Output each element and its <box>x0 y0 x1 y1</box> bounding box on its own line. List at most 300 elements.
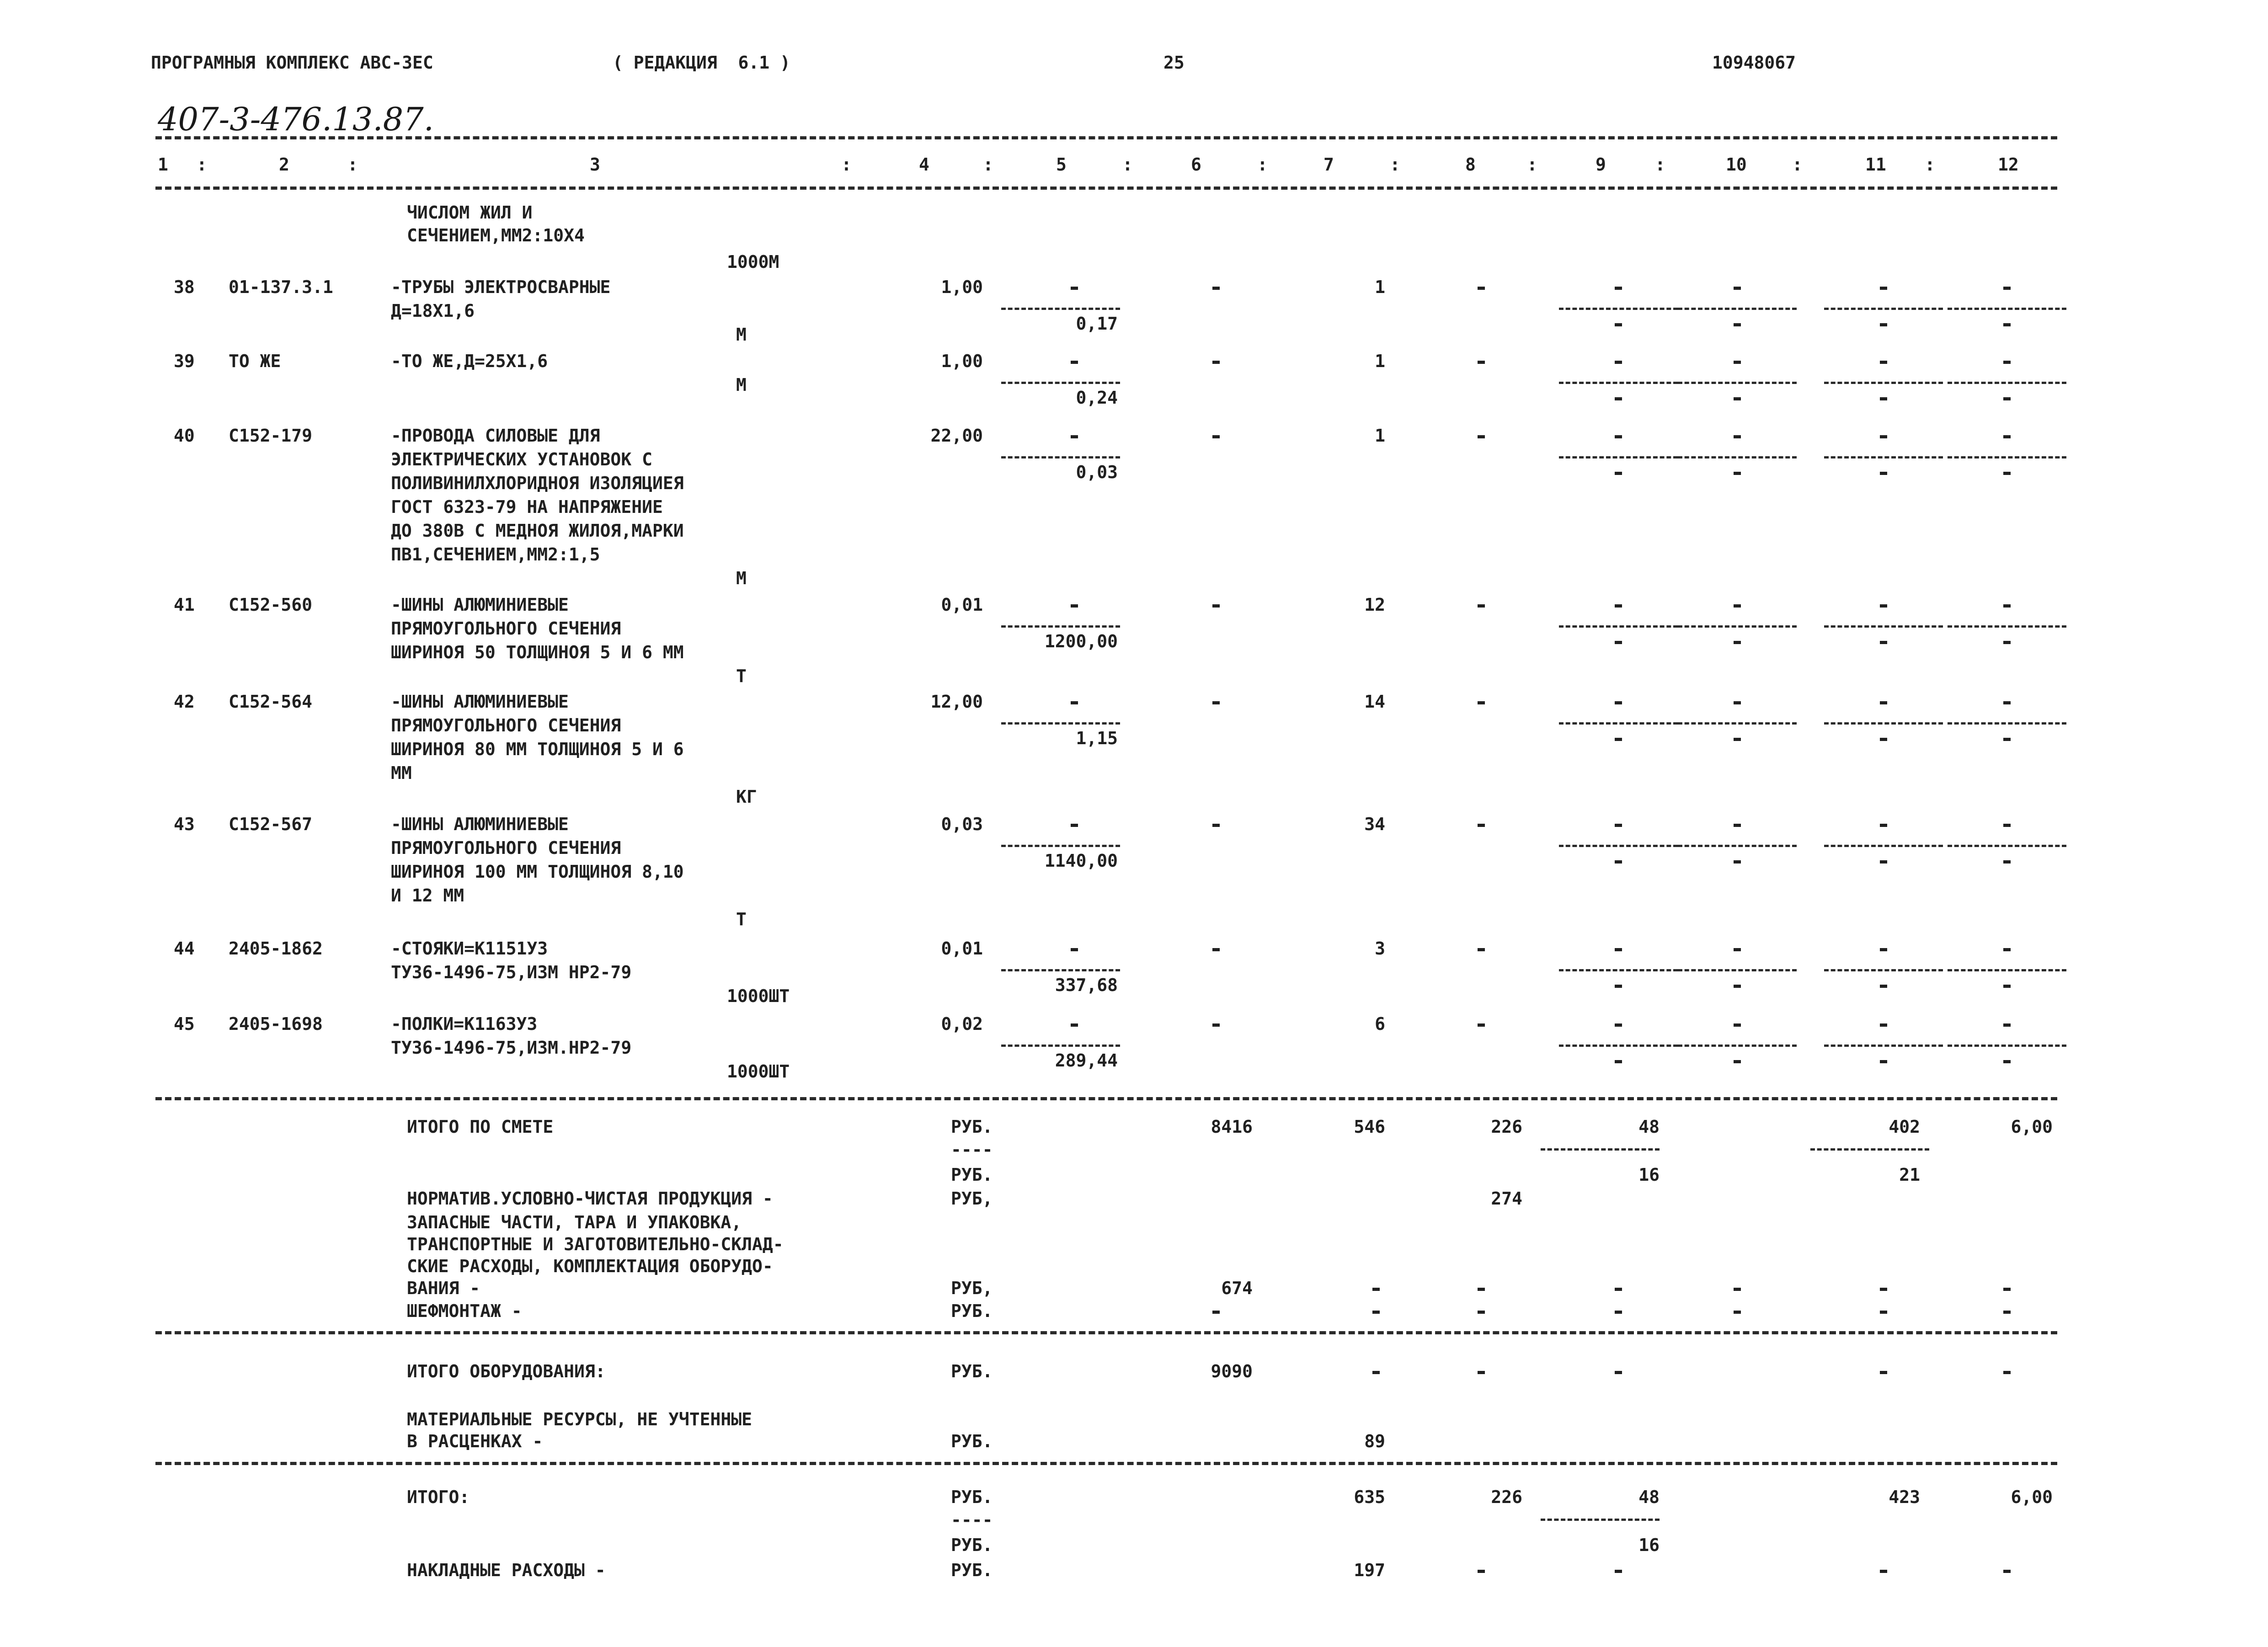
item-quantity: 0,01 <box>941 938 983 959</box>
item-c10-divider <box>1678 845 1797 847</box>
nakl-c11 <box>1880 1570 1887 1573</box>
top-rule <box>155 136 2057 139</box>
item-c10 <box>1734 287 1741 290</box>
item-description-line: -ШИНЫ АЛЮМИНИЕВЫЕ <box>391 595 569 615</box>
item-col5-bottom: 1140,00 <box>1044 851 1118 871</box>
zap-c12 <box>2003 1288 2011 1291</box>
shef-c6 <box>1212 1311 1220 1314</box>
item-c9-divider <box>1559 625 1678 628</box>
item-c10 <box>1734 701 1741 704</box>
item-c9-lower <box>1615 1060 1622 1063</box>
total-smeta-col7: 546 <box>1354 1117 1385 1137</box>
item-description-line: ПРЯМОУГОЛЬНОГО СЕЧЕНИЯ <box>391 838 621 858</box>
item-col5-top <box>1071 435 1078 438</box>
column-separator: : <box>841 155 852 175</box>
item-description-line: ПРЯМОУГОЛЬНОГО СЕЧЕНИЯ <box>391 715 621 736</box>
item-col6 <box>1212 824 1220 827</box>
item-col6 <box>1212 287 1220 290</box>
item-col5-divider <box>1001 845 1120 847</box>
items-end-rule <box>155 1097 2057 1100</box>
item-c11-lower <box>1880 641 1887 644</box>
zap-line: ВАНИЯ - <box>407 1278 480 1298</box>
item-c9-divider <box>1559 1045 1678 1047</box>
item-description-line: ШИРИНОЯ 80 ММ ТОЛЩИНОЯ 5 И 6 <box>391 739 684 759</box>
totals-rule <box>155 1331 2057 1334</box>
item-col8 <box>1478 604 1485 608</box>
obor-c7 <box>1372 1371 1380 1374</box>
rub-label: РУБ. <box>951 1560 993 1580</box>
item-description-line: ТУ36-1496-75,ИЗМ.НР2-79 <box>391 1038 632 1058</box>
item-unit: 1000ШТ <box>727 986 790 1006</box>
item-description-line: -СТОЯКИ=К1151У3 <box>391 938 548 959</box>
item-c12 <box>2003 824 2011 827</box>
shef-c12 <box>2003 1311 2011 1314</box>
program-title: ПРОГРАМНЫЯ КОМПЛЕКС АВС-3ЕС <box>151 53 433 73</box>
item-col5-bottom: 337,68 <box>1055 975 1118 995</box>
item-col8 <box>1478 824 1485 827</box>
item-col6 <box>1212 1023 1220 1027</box>
item-c9-lower <box>1615 985 1622 988</box>
nakl-label: НАКЛАДНЫЕ РАСХОДЫ - <box>407 1560 606 1580</box>
item-c11-lower <box>1880 472 1887 475</box>
item-c12-divider <box>1948 456 2066 458</box>
item-c11 <box>1880 604 1887 608</box>
item-number: 39 <box>174 351 195 371</box>
item-col5-top <box>1071 287 1078 290</box>
zap-c7 <box>1372 1288 1380 1291</box>
item-c10-divider <box>1678 382 1797 384</box>
itogo-col7: 635 <box>1354 1487 1385 1507</box>
item-description-line: ЭЛЕКТРИЧЕСКИХ УСТАНОВОК С <box>391 449 652 469</box>
total-smeta-col12: 6,00 <box>2011 1117 2053 1137</box>
item-code: 01-137.3.1 <box>229 277 333 297</box>
column-header-1: 1 <box>158 155 168 175</box>
rub-dashes: ---- <box>951 1510 993 1530</box>
itogo-rule <box>155 1462 2057 1465</box>
item-description-line: ПОЛИВИНИЛХЛОРИДНОЯ ИЗОЛЯЦИЕЯ <box>391 473 684 493</box>
item-c12-divider <box>1948 1045 2066 1047</box>
item-col5-divider <box>1001 969 1120 971</box>
item-c12-divider <box>1948 308 2066 310</box>
item-col5-bottom: 1200,00 <box>1044 631 1118 651</box>
column-header-5: 5 <box>1056 155 1067 175</box>
item-c12-lower <box>2003 738 2011 741</box>
item-description-line: -ТРУБЫ ЭЛЕКТРОСВАРНЫЕ <box>391 277 611 297</box>
item-col7: 6 <box>1375 1014 1385 1034</box>
column-separator: : <box>347 155 358 175</box>
item-c9 <box>1615 287 1622 290</box>
total-smeta-col9-second: 16 <box>1638 1165 1660 1185</box>
item-col8 <box>1478 948 1485 951</box>
item-c9 <box>1615 604 1622 608</box>
item-unit: Т <box>736 909 747 929</box>
edition-label: ( РЕДАКЦИЯ 6.1 ) <box>613 53 790 73</box>
item-col7: 14 <box>1364 692 1385 712</box>
item-c12 <box>2003 1023 2011 1027</box>
column-header-7: 7 <box>1323 155 1334 175</box>
item-unit: М <box>736 568 747 588</box>
item-description-line: -ШИНЫ АЛЮМИНИЕВЫЕ <box>391 814 569 834</box>
shef-c9 <box>1615 1311 1622 1314</box>
item-col6 <box>1212 604 1220 608</box>
shef-c11 <box>1880 1311 1887 1314</box>
zap-line: ЗАПАСНЫЕ ЧАСТИ, ТАРА И УПАКОВКА, <box>407 1212 742 1232</box>
item-c12-lower <box>2003 1060 2011 1063</box>
item-c10-lower <box>1734 985 1741 988</box>
item-code: 2405-1862 <box>229 938 323 959</box>
item-number: 41 <box>174 595 195 615</box>
item-c12 <box>2003 604 2011 608</box>
shef-label: ШЕФМОНТАЖ - <box>407 1301 522 1321</box>
item-col6 <box>1212 701 1220 704</box>
item-code: С152-560 <box>229 595 313 615</box>
obor-c11 <box>1880 1371 1887 1374</box>
item-c11-lower <box>1880 1060 1887 1063</box>
total-smeta-col11: 402 <box>1889 1117 1920 1137</box>
item-col6 <box>1212 948 1220 951</box>
item-col5-top <box>1071 701 1078 704</box>
item-c10 <box>1734 435 1741 438</box>
item-c11-divider <box>1824 308 1943 310</box>
item-c12 <box>2003 948 2011 951</box>
column-header-2: 2 <box>279 155 289 175</box>
item-col8 <box>1478 701 1485 704</box>
item-c10-divider <box>1678 308 1797 310</box>
item-c11-divider <box>1824 625 1943 628</box>
item-description-line: ГОСТ 6323-79 НА НАПРЯЖЕНИЕ <box>391 497 663 517</box>
item-c11-divider <box>1824 456 1943 458</box>
obor-c6: 9090 <box>1211 1361 1253 1381</box>
item-c10 <box>1734 824 1741 827</box>
norm-col8: 274 <box>1491 1189 1522 1209</box>
item-col8 <box>1478 435 1485 438</box>
item-c10-lower <box>1734 1060 1741 1063</box>
item-code: 2405-1698 <box>229 1014 323 1034</box>
item-c10 <box>1734 948 1741 951</box>
column-separator: : <box>1527 155 1537 175</box>
handwritten-project-code: 407-3-476.13.87. <box>158 101 434 138</box>
item-c12-divider <box>1948 722 2066 725</box>
rub-label: РУБ. <box>951 1165 993 1185</box>
rub-label: РУБ. <box>951 1301 993 1321</box>
item-c10-lower <box>1734 738 1741 741</box>
total-smeta-col9-divider <box>1541 1148 1660 1151</box>
column-separator: : <box>1792 155 1803 175</box>
item-code: С152-564 <box>229 692 313 712</box>
item-quantity: 1,00 <box>941 351 983 371</box>
item-c11-lower <box>1880 397 1887 400</box>
obor-c9 <box>1615 1371 1622 1374</box>
item-c12-lower <box>2003 641 2011 644</box>
header-rule <box>155 187 2057 190</box>
item-col7: 12 <box>1364 595 1385 615</box>
item-c9-divider <box>1559 969 1678 971</box>
item-c11-divider <box>1824 1045 1943 1047</box>
rub-label: РУБ. <box>951 1535 993 1555</box>
item-description-line: ШИРИНОЯ 50 ТОЛЩИНОЯ 5 И 6 ММ <box>391 642 684 662</box>
item-description-line: ПВ1,СЕЧЕНИЕМ,ММ2:1,5 <box>391 544 600 565</box>
item-col5-top <box>1071 1023 1078 1027</box>
continuation-line: ЧИСЛОМ ЖИЛ И <box>407 203 533 223</box>
item-number: 38 <box>174 277 195 297</box>
column-header-12: 12 <box>1998 155 2019 175</box>
item-col5-divider <box>1001 625 1120 628</box>
nakl-col7: 197 <box>1354 1560 1385 1580</box>
page-number: 25 <box>1163 53 1185 73</box>
item-c11 <box>1880 287 1887 290</box>
column-header-10: 10 <box>1726 155 1747 175</box>
total-smeta-col9: 48 <box>1638 1117 1660 1137</box>
column-header-9: 9 <box>1596 155 1606 175</box>
item-col5-top <box>1071 948 1078 951</box>
item-c11 <box>1880 701 1887 704</box>
rub-label: РУБ, <box>951 1278 993 1298</box>
column-separator: : <box>1655 155 1665 175</box>
item-description-line: ММ <box>391 763 412 783</box>
itogo-col12: 6,00 <box>2011 1487 2053 1507</box>
item-unit: КГ <box>736 787 757 807</box>
column-header-8: 8 <box>1465 155 1476 175</box>
item-description-line: ДО 380В С МЕДНОЯ ЖИЛОЯ,МАРКИ <box>391 521 684 541</box>
item-c10 <box>1734 604 1741 608</box>
item-description-line: ШИРИНОЯ 100 ММ ТОЛЩИНОЯ 8,10 <box>391 862 684 882</box>
item-col8 <box>1478 361 1485 364</box>
item-c11-divider <box>1824 845 1943 847</box>
itogo-col11: 423 <box>1889 1487 1920 1507</box>
item-col5-divider <box>1001 722 1120 725</box>
item-description-line: И 12 ММ <box>391 885 464 906</box>
item-c11-lower <box>1880 985 1887 988</box>
itogo-col8: 226 <box>1491 1487 1522 1507</box>
rub-label: РУБ. <box>951 1117 993 1137</box>
rub-label: РУБ. <box>951 1361 993 1381</box>
item-c12 <box>2003 435 2011 438</box>
item-c10-divider <box>1678 625 1797 628</box>
item-c10-lower <box>1734 397 1741 400</box>
item-c9-lower <box>1615 738 1622 741</box>
item-col5-top <box>1071 824 1078 827</box>
item-c9-divider <box>1559 308 1678 310</box>
item-description-line: -ТО ЖЕ,Д=25Х1,6 <box>391 351 548 371</box>
item-c10 <box>1734 361 1741 364</box>
itogo-col9: 48 <box>1638 1487 1660 1507</box>
zap-c9 <box>1615 1288 1622 1291</box>
item-c11 <box>1880 435 1887 438</box>
item-col7: 3 <box>1375 938 1385 959</box>
zap-c10 <box>1734 1288 1741 1291</box>
item-c9-lower <box>1615 472 1622 475</box>
item-number: 40 <box>174 426 195 446</box>
nakl-c8 <box>1478 1570 1485 1573</box>
obor-c12 <box>2003 1371 2011 1374</box>
item-c9 <box>1615 1023 1622 1027</box>
item-number: 45 <box>174 1014 195 1034</box>
item-col5-top <box>1071 604 1078 608</box>
item-c9-lower <box>1615 323 1622 326</box>
item-c9-divider <box>1559 382 1678 384</box>
item-c12 <box>2003 287 2011 290</box>
item-c9-divider <box>1559 456 1678 458</box>
shef-c8 <box>1478 1311 1485 1314</box>
item-unit: М <box>736 325 747 345</box>
mat-line: МАТЕРИАЛЬНЫЕ РЕСУРСЫ, НЕ УЧТЕННЫЕ <box>407 1409 752 1429</box>
item-description-line: -ПРОВОДА СИЛОВЫЕ ДЛЯ <box>391 426 600 446</box>
shef-c10 <box>1734 1311 1741 1314</box>
column-header-4: 4 <box>919 155 929 175</box>
item-c11-lower <box>1880 323 1887 326</box>
column-separator: : <box>1925 155 1935 175</box>
item-code: С152-567 <box>229 814 313 834</box>
shef-c7 <box>1372 1311 1380 1314</box>
column-header-6: 6 <box>1191 155 1201 175</box>
item-c12 <box>2003 361 2011 364</box>
continuation-line: СЕЧЕНИЕМ,ММ2:10Х4 <box>407 225 585 245</box>
item-c9-lower <box>1615 860 1622 863</box>
item-col7: 1 <box>1375 426 1385 446</box>
item-c9 <box>1615 361 1622 364</box>
total-smeta-col11-second: 21 <box>1899 1165 1920 1185</box>
total-smeta-col11-divider <box>1810 1148 1929 1151</box>
item-unit: 1000ШТ <box>727 1061 790 1082</box>
item-c11-divider <box>1824 722 1943 725</box>
item-c10-lower <box>1734 472 1741 475</box>
rub-label: РУБ, <box>951 1189 993 1209</box>
item-col5-bottom: 0,03 <box>1076 462 1118 482</box>
item-col8 <box>1478 1023 1485 1027</box>
item-c11 <box>1880 824 1887 827</box>
item-c10-divider <box>1678 969 1797 971</box>
item-c10-divider <box>1678 722 1797 725</box>
item-c12-lower <box>2003 985 2011 988</box>
itogo-col9-divider <box>1541 1519 1660 1521</box>
item-c9-divider <box>1559 845 1678 847</box>
item-c12-divider <box>1948 625 2066 628</box>
zap-c11 <box>1880 1288 1887 1291</box>
item-number: 42 <box>174 692 195 712</box>
item-c11-lower <box>1880 860 1887 863</box>
item-col5-bottom: 0,24 <box>1076 388 1118 408</box>
item-c10-lower <box>1734 323 1741 326</box>
item-col7: 34 <box>1364 814 1385 834</box>
item-col5-divider <box>1001 382 1120 384</box>
item-c10-divider <box>1678 456 1797 458</box>
item-c9 <box>1615 948 1622 951</box>
total-smeta-col8: 226 <box>1491 1117 1522 1137</box>
item-description-line: Д=18Х1,6 <box>391 301 475 321</box>
item-code: ТО ЖЕ <box>229 351 281 371</box>
item-c9 <box>1615 824 1622 827</box>
item-quantity: 1,00 <box>941 277 983 297</box>
item-c12-divider <box>1948 845 2066 847</box>
item-col5-bottom: 1,15 <box>1076 728 1118 748</box>
item-c11 <box>1880 948 1887 951</box>
column-separator: : <box>983 155 993 175</box>
item-quantity: 12,00 <box>930 692 983 712</box>
item-c11 <box>1880 361 1887 364</box>
zap-c8 <box>1478 1288 1485 1291</box>
item-col6 <box>1212 361 1220 364</box>
item-description-line: -ШИНЫ АЛЮМИНИЕВЫЕ <box>391 692 569 712</box>
item-number: 43 <box>174 814 195 834</box>
item-description-line: ТУ36-1496-75,ИЗМ НР2-79 <box>391 962 632 982</box>
nakl-c12 <box>2003 1570 2011 1573</box>
item-description-line: -ПОЛКИ=К1163У3 <box>391 1014 538 1034</box>
item-c10-lower <box>1734 641 1741 644</box>
item-col5-bottom: 0,17 <box>1076 314 1118 334</box>
item-c10 <box>1734 1023 1741 1027</box>
item-c11 <box>1880 1023 1887 1027</box>
item-quantity: 0,02 <box>941 1014 983 1034</box>
item-col5-top <box>1071 361 1078 364</box>
item-col6 <box>1212 435 1220 438</box>
item-c12 <box>2003 701 2011 704</box>
mat-col7: 89 <box>1364 1431 1385 1451</box>
zap-c6: 674 <box>1221 1278 1253 1298</box>
item-quantity: 0,03 <box>941 814 983 834</box>
item-c9-lower <box>1615 397 1622 400</box>
item-c10-lower <box>1734 860 1741 863</box>
itogo-label: ИТОГО: <box>407 1487 470 1507</box>
item-description-line: ПРЯМОУГОЛЬНОГО СЕЧЕНИЯ <box>391 618 621 639</box>
total-smeta-col6: 8416 <box>1211 1117 1253 1137</box>
rub-label: РУБ. <box>951 1487 993 1507</box>
item-c11-lower <box>1880 738 1887 741</box>
item-col5-bottom: 289,44 <box>1055 1050 1118 1071</box>
item-c12-lower <box>2003 323 2011 326</box>
item-number: 44 <box>174 938 195 959</box>
item-c12-divider <box>1948 382 2066 384</box>
item-c11-divider <box>1824 382 1943 384</box>
item-code: С152-179 <box>229 426 313 446</box>
item-c12-lower <box>2003 397 2011 400</box>
item-col5-divider <box>1001 308 1120 310</box>
item-col8 <box>1478 287 1485 290</box>
item-unit: М <box>736 375 747 395</box>
item-c9 <box>1615 701 1622 704</box>
item-unit: Т <box>736 666 747 686</box>
column-separator: : <box>1122 155 1133 175</box>
nakl-c9 <box>1615 1570 1622 1573</box>
itogo-col9-second: 16 <box>1638 1535 1660 1555</box>
item-quantity: 0,01 <box>941 595 983 615</box>
item-col7: 1 <box>1375 277 1385 297</box>
item-c12-lower <box>2003 472 2011 475</box>
norm-label: НОРМАТИВ.УСЛОВНО-ЧИСТАЯ ПРОДУКЦИЯ - <box>407 1189 773 1209</box>
column-separator: : <box>1257 155 1268 175</box>
zap-line: СКИЕ РАСХОДЫ, КОМПЛЕКТАЦИЯ ОБОРУДО- <box>407 1256 773 1276</box>
item-col5-divider <box>1001 1045 1120 1047</box>
zap-line: ТРАНСПОРТНЫЕ И ЗАГОТОВИТЕЛЬНО-СКЛАД- <box>407 1234 784 1254</box>
obor-c8 <box>1478 1371 1485 1374</box>
item-c9-divider <box>1559 722 1678 725</box>
item-c11-divider <box>1824 969 1943 971</box>
unit-label: 1000М <box>727 252 779 272</box>
item-quantity: 22,00 <box>930 426 983 446</box>
item-c9 <box>1615 435 1622 438</box>
column-header-11: 11 <box>1865 155 1886 175</box>
item-col5-divider <box>1001 456 1120 458</box>
item-c12-lower <box>2003 860 2011 863</box>
column-separator: : <box>197 155 207 175</box>
document-number: 10948067 <box>1712 53 1796 73</box>
item-c9-lower <box>1615 641 1622 644</box>
item-c10-divider <box>1678 1045 1797 1047</box>
item-col7: 1 <box>1375 351 1385 371</box>
rub-label: РУБ. <box>951 1431 993 1451</box>
total-smeta-label: ИТОГО ПО СМЕТЕ <box>407 1117 554 1137</box>
column-header-3: 3 <box>590 155 600 175</box>
rub-dashes: ---- <box>951 1140 993 1160</box>
